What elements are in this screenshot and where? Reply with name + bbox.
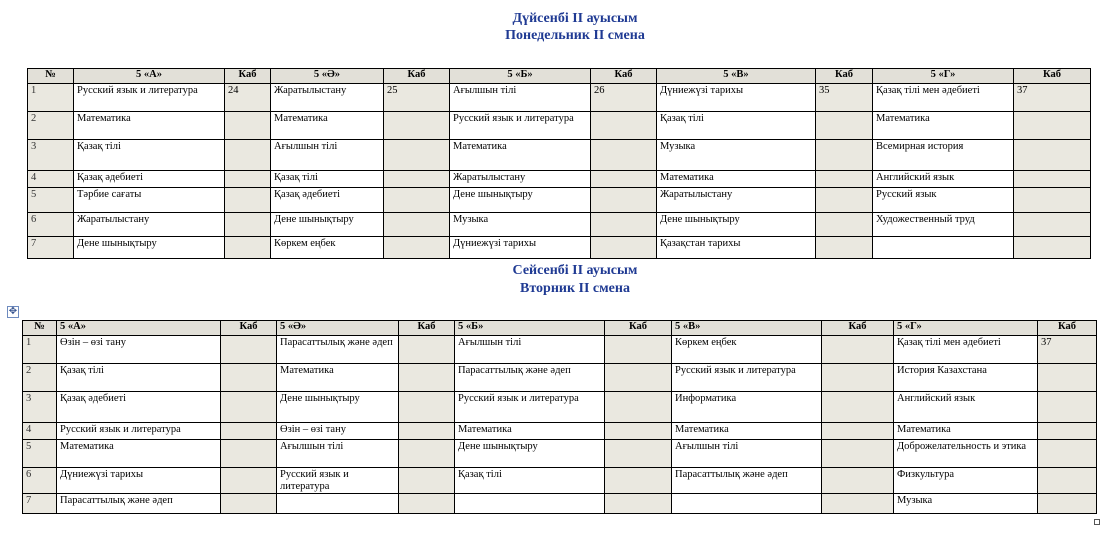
subject-cell[interactable]: Қазақ тілі мен әдебиеті — [873, 84, 1014, 112]
cabinet-cell[interactable] — [399, 494, 455, 514]
cabinet-cell[interactable] — [1038, 494, 1097, 514]
cabinet-cell[interactable] — [605, 468, 672, 494]
cabinet-cell[interactable] — [1014, 140, 1091, 171]
cabinet-cell[interactable] — [822, 440, 894, 468]
subject-cell[interactable]: Русский язык и литература — [277, 468, 399, 494]
subject-cell[interactable]: Русский язык — [873, 188, 1014, 213]
header-cabinet: Каб — [822, 321, 894, 336]
subject-cell[interactable]: Көркем еңбек — [271, 237, 384, 259]
header-cabinet: Каб — [399, 321, 455, 336]
subject-cell[interactable]: Информатика — [672, 392, 822, 423]
subject-cell[interactable]: Дүниежүзі тарихы — [450, 237, 591, 259]
cabinet-cell[interactable] — [591, 237, 657, 259]
cabinet-cell[interactable] — [816, 112, 873, 140]
cabinet-cell[interactable] — [399, 468, 455, 494]
cabinet-cell[interactable] — [605, 336, 672, 364]
table-row — [28, 171, 1091, 188]
header-number: № — [28, 69, 74, 84]
lesson-number[interactable]: 5 — [28, 188, 74, 213]
cabinet-cell[interactable] — [399, 440, 455, 468]
header-cabinet: Каб — [591, 69, 657, 84]
cabinet-cell[interactable] — [822, 494, 894, 514]
subject-cell[interactable]: Ағылшын тілі — [455, 336, 605, 364]
lesson-number[interactable]: 6 — [23, 468, 57, 494]
table-row — [23, 440, 1097, 468]
header-cabinet: Каб — [816, 69, 873, 84]
cabinet-cell[interactable] — [225, 171, 271, 188]
subject-cell[interactable]: Математика — [57, 440, 221, 468]
subject-cell[interactable] — [455, 494, 605, 514]
subject-cell[interactable]: Парасаттылық және әдеп — [57, 494, 221, 514]
lesson-number[interactable]: 7 — [28, 237, 74, 259]
cabinet-cell[interactable] — [384, 213, 450, 237]
monday-title-kz: Дүйсенбі II ауысым — [512, 11, 638, 26]
subject-cell[interactable]: Математика — [277, 364, 399, 392]
cabinet-cell[interactable]: 37 — [1014, 84, 1091, 112]
tuesday-title-kz: Сейсенбі II ауысым — [512, 263, 638, 278]
header-class: 5 «Ә» — [277, 321, 399, 336]
subject-cell[interactable]: Қазақ әдебиеті — [74, 171, 225, 188]
subject-cell[interactable]: Қазақстан тарихы — [657, 237, 816, 259]
cabinet-cell[interactable] — [1038, 364, 1097, 392]
subject-cell[interactable]: Математика — [657, 171, 816, 188]
subject-cell[interactable]: Дене шынықтыру — [74, 237, 225, 259]
cabinet-cell[interactable] — [225, 188, 271, 213]
subject-cell[interactable]: Художественный труд — [873, 213, 1014, 237]
header-class: 5 «А» — [74, 69, 225, 84]
subject-cell[interactable]: Математика — [450, 140, 591, 171]
subject-cell[interactable]: Дене шынықтыру — [657, 213, 816, 237]
header-cabinet: Каб — [384, 69, 450, 84]
subject-cell[interactable]: Қазақ тілі мен әдебиеті — [894, 336, 1038, 364]
header-class: 5 «Б» — [450, 69, 591, 84]
lesson-number[interactable]: 4 — [23, 423, 57, 440]
subject-cell[interactable]: Қазақ әдебиеті — [271, 188, 384, 213]
table-row — [23, 423, 1097, 440]
lesson-number[interactable]: 7 — [23, 494, 57, 514]
subject-cell[interactable]: Математика — [672, 423, 822, 440]
header-cabinet: Каб — [605, 321, 672, 336]
cabinet-cell[interactable]: 37 — [1038, 336, 1097, 364]
subject-cell[interactable]: Ағылшын тілі — [277, 440, 399, 468]
cabinet-cell[interactable] — [221, 364, 277, 392]
subject-cell[interactable]: Доброжелательность и этика — [894, 440, 1038, 468]
subject-cell[interactable]: Музыка — [894, 494, 1038, 514]
lesson-number[interactable]: 2 — [28, 112, 74, 140]
cabinet-cell[interactable] — [1014, 171, 1091, 188]
table-row — [23, 336, 1097, 364]
table-resize-icon[interactable] — [1094, 519, 1100, 525]
cabinet-cell[interactable] — [822, 364, 894, 392]
subject-cell[interactable]: Музыка — [450, 213, 591, 237]
header-cabinet: Каб — [1014, 69, 1091, 84]
table-row — [28, 112, 1091, 140]
cabinet-cell[interactable] — [221, 494, 277, 514]
header-cabinet: Каб — [1038, 321, 1097, 336]
cabinet-cell[interactable] — [221, 392, 277, 423]
table-row — [28, 84, 1091, 112]
cabinet-cell[interactable] — [822, 392, 894, 423]
subject-cell[interactable]: Ағылшын тілі — [271, 140, 384, 171]
cabinet-cell[interactable] — [816, 140, 873, 171]
subject-cell[interactable]: Қазақ тілі — [657, 112, 816, 140]
table-row — [28, 213, 1091, 237]
cabinet-cell[interactable] — [822, 336, 894, 364]
subject-cell[interactable]: Математика — [873, 112, 1014, 140]
header-class: 5 «Ә» — [271, 69, 384, 84]
header-class: 5 «Б» — [455, 321, 605, 336]
table-row — [23, 468, 1097, 494]
header-class: 5 «В» — [657, 69, 816, 84]
cabinet-cell[interactable] — [1014, 237, 1091, 259]
header-class: 5 «Г» — [873, 69, 1014, 84]
subject-cell[interactable]: Математика — [455, 423, 605, 440]
subject-cell[interactable]: Қазақ тілі — [271, 171, 384, 188]
cabinet-cell[interactable] — [225, 140, 271, 171]
cabinet-cell[interactable] — [591, 213, 657, 237]
cabinet-cell[interactable] — [1038, 468, 1097, 494]
subject-cell[interactable] — [672, 494, 822, 514]
subject-cell[interactable]: Физкультура — [894, 468, 1038, 494]
lesson-number[interactable]: 3 — [28, 140, 74, 171]
cabinet-cell[interactable] — [1014, 213, 1091, 237]
cabinet-cell[interactable] — [591, 171, 657, 188]
cabinet-cell[interactable]: 35 — [816, 84, 873, 112]
cabinet-cell[interactable] — [816, 171, 873, 188]
table-row — [23, 392, 1097, 423]
subject-cell[interactable]: Тәрбие сағаты — [74, 188, 225, 213]
subject-cell[interactable]: Ағылшын тілі — [672, 440, 822, 468]
table-row — [23, 364, 1097, 392]
subject-cell[interactable]: Парасаттылық және әдеп — [672, 468, 822, 494]
header-class: 5 «А» — [57, 321, 221, 336]
subject-cell[interactable]: Русский язык и литература — [455, 392, 605, 423]
subject-cell[interactable]: Дүниежүзі тарихы — [57, 468, 221, 494]
cabinet-cell[interactable] — [225, 112, 271, 140]
subject-cell[interactable]: Көркем еңбек — [672, 336, 822, 364]
lesson-number[interactable]: 1 — [23, 336, 57, 364]
cabinet-cell[interactable] — [822, 468, 894, 494]
table-row — [28, 237, 1091, 259]
cabinet-cell[interactable] — [221, 336, 277, 364]
subject-cell[interactable]: Русский язык и литература — [450, 112, 591, 140]
table-row — [28, 140, 1091, 171]
header-cabinet: Каб — [225, 69, 271, 84]
subject-cell[interactable]: Математика — [74, 112, 225, 140]
cabinet-cell[interactable] — [816, 237, 873, 259]
tuesday-title-ru: Вторник II смена — [520, 281, 630, 296]
subject-cell[interactable] — [277, 494, 399, 514]
header-class: 5 «В» — [672, 321, 822, 336]
cabinet-cell[interactable] — [399, 392, 455, 423]
cabinet-cell[interactable] — [822, 423, 894, 440]
table-move-icon[interactable]: ✥ — [8, 306, 18, 317]
tuesday-header-row — [23, 321, 1097, 336]
monday-schedule-table — [27, 68, 1091, 259]
cabinet-cell[interactable] — [1038, 392, 1097, 423]
cabinet-cell[interactable] — [591, 112, 657, 140]
subject-cell[interactable]: Всемирная история — [873, 140, 1014, 171]
subject-cell[interactable]: Ағылшын тілі — [450, 84, 591, 112]
cabinet-cell[interactable] — [221, 440, 277, 468]
table-row — [23, 494, 1097, 514]
cabinet-cell[interactable] — [384, 188, 450, 213]
cabinet-cell[interactable] — [605, 440, 672, 468]
subject-cell[interactable]: Өзін – өзі тану — [57, 336, 221, 364]
cabinet-cell[interactable] — [384, 237, 450, 259]
cabinet-cell[interactable] — [221, 423, 277, 440]
cabinet-cell[interactable]: 24 — [225, 84, 271, 112]
cabinet-cell[interactable] — [384, 171, 450, 188]
subject-cell[interactable] — [873, 237, 1014, 259]
cabinet-cell[interactable] — [605, 494, 672, 514]
cabinet-cell[interactable] — [221, 468, 277, 494]
cabinet-cell[interactable] — [384, 112, 450, 140]
subject-cell[interactable]: Русский язык и литература — [57, 423, 221, 440]
lesson-number[interactable]: 1 — [28, 84, 74, 112]
cabinet-cell[interactable] — [591, 140, 657, 171]
subject-cell[interactable]: Қазақ тілі — [74, 140, 225, 171]
subject-cell[interactable]: Өзін – өзі тану — [277, 423, 399, 440]
cabinet-cell[interactable] — [605, 364, 672, 392]
subject-cell[interactable]: Музыка — [657, 140, 816, 171]
subject-cell[interactable]: Математика — [271, 112, 384, 140]
cabinet-cell[interactable] — [1038, 440, 1097, 468]
cabinet-cell[interactable] — [816, 188, 873, 213]
lesson-number[interactable]: 2 — [23, 364, 57, 392]
subject-cell[interactable]: Дене шынықтыру — [271, 213, 384, 237]
cabinet-cell[interactable] — [225, 237, 271, 259]
cabinet-cell[interactable] — [225, 213, 271, 237]
cabinet-cell[interactable] — [1038, 423, 1097, 440]
subject-cell[interactable]: Английский язык — [873, 171, 1014, 188]
tuesday-schedule-table — [22, 320, 1097, 514]
subject-cell[interactable]: Парасаттылық және әдеп — [455, 364, 605, 392]
subject-cell[interactable]: Қазақ әдебиеті — [57, 392, 221, 423]
subject-cell[interactable]: Жаратылыстану — [74, 213, 225, 237]
subject-cell[interactable]: История Казахстана — [894, 364, 1038, 392]
subject-cell[interactable]: Жаратылыстану — [657, 188, 816, 213]
cabinet-cell[interactable]: 26 — [591, 84, 657, 112]
cabinet-cell[interactable] — [1014, 188, 1091, 213]
subject-cell[interactable]: Русский язык и литература — [74, 84, 225, 112]
subject-cell[interactable]: Математика — [894, 423, 1038, 440]
cabinet-cell[interactable] — [605, 423, 672, 440]
subject-cell[interactable]: Английский язык — [894, 392, 1038, 423]
cabinet-cell[interactable] — [1014, 112, 1091, 140]
cabinet-cell[interactable] — [591, 188, 657, 213]
cabinet-cell[interactable] — [399, 364, 455, 392]
subject-cell[interactable]: Дене шынықтыру — [455, 440, 605, 468]
subject-cell[interactable]: Русский язык и литература — [672, 364, 822, 392]
subject-cell[interactable]: Қазақ тілі — [455, 468, 605, 494]
cabinet-cell[interactable] — [399, 336, 455, 364]
lesson-number[interactable]: 4 — [28, 171, 74, 188]
header-cabinet: Каб — [221, 321, 277, 336]
cabinet-cell[interactable]: 25 — [384, 84, 450, 112]
subject-cell[interactable]: Жаратылыстану — [450, 171, 591, 188]
cabinet-cell[interactable] — [816, 213, 873, 237]
table-row — [28, 188, 1091, 213]
header-number: № — [23, 321, 57, 336]
lesson-number[interactable]: 3 — [23, 392, 57, 423]
subject-cell[interactable]: Парасаттылық және әдеп — [277, 336, 399, 364]
subject-cell[interactable]: Қазақ тілі — [57, 364, 221, 392]
subject-cell[interactable]: Дүниежүзі тарихы — [657, 84, 816, 112]
cabinet-cell[interactable] — [384, 140, 450, 171]
lesson-number[interactable]: 6 — [28, 213, 74, 237]
cabinet-cell[interactable] — [399, 423, 455, 440]
subject-cell[interactable]: Дене шынықтыру — [277, 392, 399, 423]
cabinet-cell[interactable] — [605, 392, 672, 423]
subject-cell[interactable]: Жаратылыстану — [271, 84, 384, 112]
header-class: 5 «Г» — [894, 321, 1038, 336]
lesson-number[interactable]: 5 — [23, 440, 57, 468]
subject-cell[interactable]: Дене шынықтыру — [450, 188, 591, 213]
monday-title-ru: Понедельник II смена — [505, 28, 645, 43]
monday-header-row — [28, 69, 1091, 84]
